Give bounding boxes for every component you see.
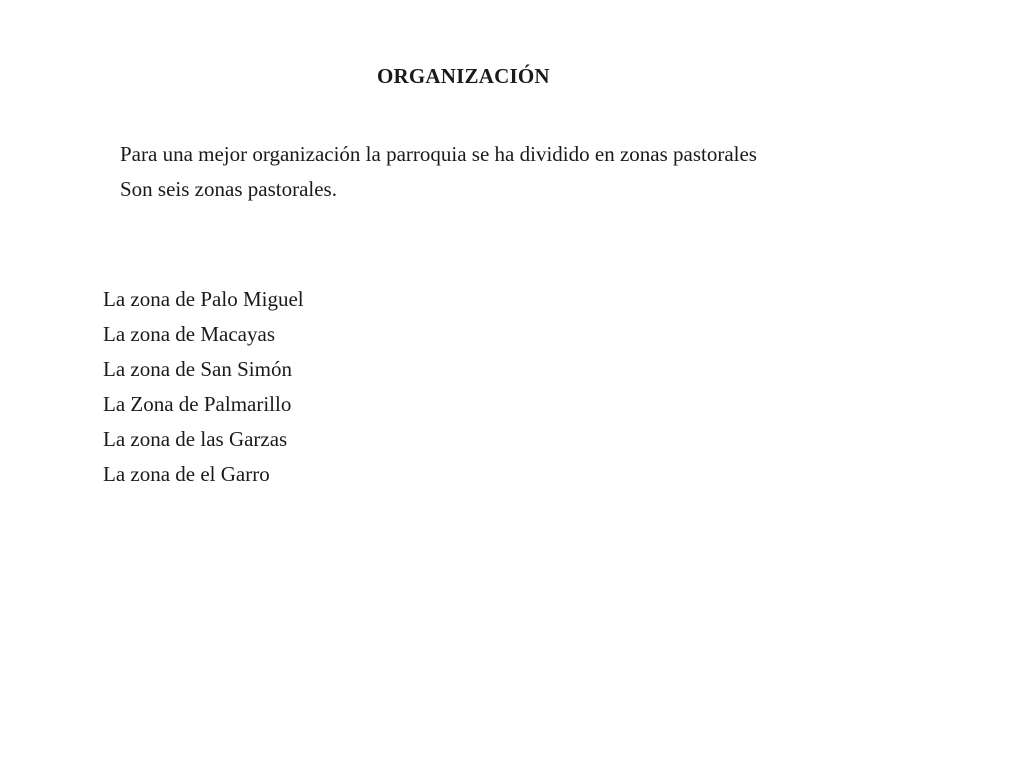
list-item: La zona de San Simón [103,357,292,381]
list-item: La Zona de Palmarillo [103,392,292,416]
page-title: ORGANIZACIÓN [377,64,550,88]
intro-paragraph [120,137,820,207]
zone-list [103,282,304,492]
list-item: La zona de Palo Miguel [103,287,304,311]
list-item: La zona de el Garro [103,462,270,486]
list-item: La zona de Macayas [103,322,275,346]
zone-count-text: Son seis zonas pastorales. [120,177,337,201]
list-item: La zona de las Garzas [103,427,288,451]
intro-text: Para una mejor organización la parroquia se ha dividido en zonas pastorales [120,142,757,166]
